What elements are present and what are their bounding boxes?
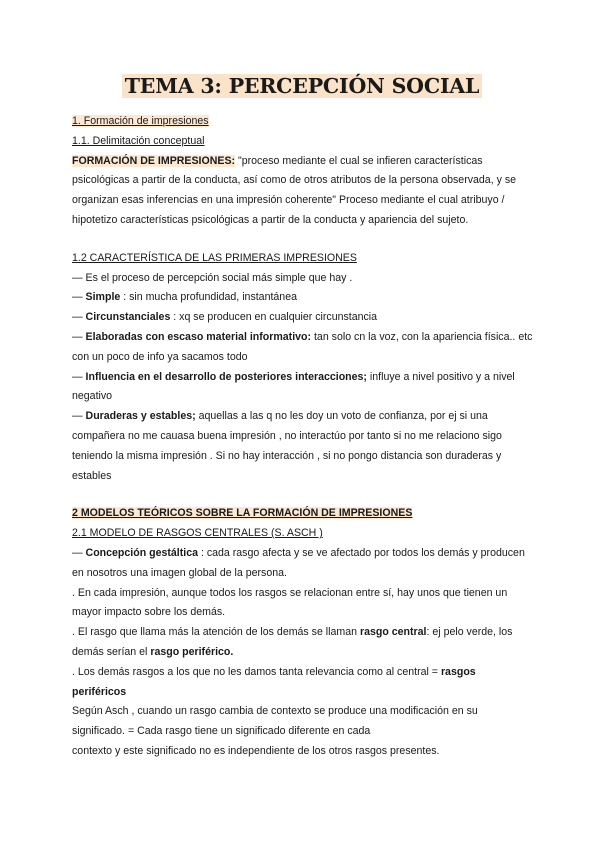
list-item-continuation: negativo	[72, 390, 113, 403]
list-item-continuation: teniendo la misma impresión . Si no hay interacción , si no pongo distancia son duraderas y	[72, 449, 502, 462]
list-item-continuation: estables	[72, 469, 112, 482]
paragraph-line: Según Asch , cuando un rasgo cambia de contexto se produce una modificación en su	[72, 705, 478, 718]
list-item: — Concepción gestáltica : cada rasgo afecta y se ve afectado por todos los demás y producen	[72, 546, 525, 559]
definition-line: FORMACIÓN DE IMPRESIONES: "proceso mediante el cual se infieren características	[72, 154, 483, 167]
definition-line: hipotetizo características psicológicas a partir de la conducta y apariencia del sujeto.	[72, 213, 469, 226]
page-title: TEMA 3: PERCEPCIÓN SOCIAL	[72, 74, 532, 98]
section-heading-2: 2 MODELOS TEÓRICOS SOBRE LA FORMACIÓN DE IMPRESIONES	[72, 507, 413, 520]
paragraph-line: . En cada impresión, aunque todos los rasgos se relacionan entre sí, hay unos que tienen un	[72, 586, 508, 599]
definition-line: organizan esas inferencias en una impresión coherente" Proceso mediante el cual atribuyo /	[72, 194, 505, 207]
paragraph-line: contexto y este significado no es independiente de los otros rasgos presentes.	[72, 744, 440, 757]
section-heading-1: 1. Formación de impresiones	[72, 115, 209, 127]
spacer	[72, 486, 532, 504]
list-item: — Circunstanciales : xq se producen en cualquier circunstancia	[72, 311, 378, 324]
list-item-continuation: compañera no me cauasa buena impresión , no interactúo por tanto si no me relaciono sigo	[72, 429, 502, 442]
subsection-heading: 2.1 MODELO DE RASGOS CENTRALES (S. ASCH )	[72, 527, 323, 540]
subsection-heading: 1.1. Delimitación conceptual	[72, 134, 205, 147]
list-item: — Es el proceso de percepción social más simple que hay .	[72, 271, 353, 284]
list-item: — Duraderas y estables; aquellas a las q no les doy un voto de confianza, por ej si una	[72, 410, 488, 423]
list-item: — Simple : sin mucha profundidad, instantánea	[72, 291, 297, 304]
paragraph-line: . Los demás rasgos a los que no les damos tanta relevancia como al central = rasgos	[72, 665, 476, 678]
spacer	[72, 231, 532, 249]
section-heading-1-2: 1.2 CARACTERÍSTICA DE LAS PRIMERAS IMPRESIONES	[72, 251, 357, 264]
list-item: — Elaboradas con escaso material informativo: tan solo cn la voz, con la apariencia física.. etc	[72, 330, 533, 343]
paragraph-line: periféricos	[72, 685, 127, 698]
definition-line: psicológicas a partir de la conducta, así como de otros atributos de la persona observada, y se	[72, 174, 517, 187]
paragraph-line: significado. = Cada rasgo tiene un significado diferente en cada	[72, 725, 371, 738]
list-item: — Influencia en el desarrollo de posteriores interacciones; influye a nivel positivo y a nivel	[72, 370, 515, 383]
paragraph-line: demás serían el rasgo periférico.	[72, 645, 234, 658]
paragraph-line: mayor impacto sobre los demás.	[72, 606, 226, 619]
paragraph-line: . El rasgo que llama más la atención de los demás se llaman rasgo central: ej pelo verde, los	[72, 626, 513, 639]
list-item-continuation: en nosotros una imagen global de la persona.	[72, 566, 287, 579]
list-item-continuation: con un poco de info ya sacamos todo	[72, 350, 248, 363]
